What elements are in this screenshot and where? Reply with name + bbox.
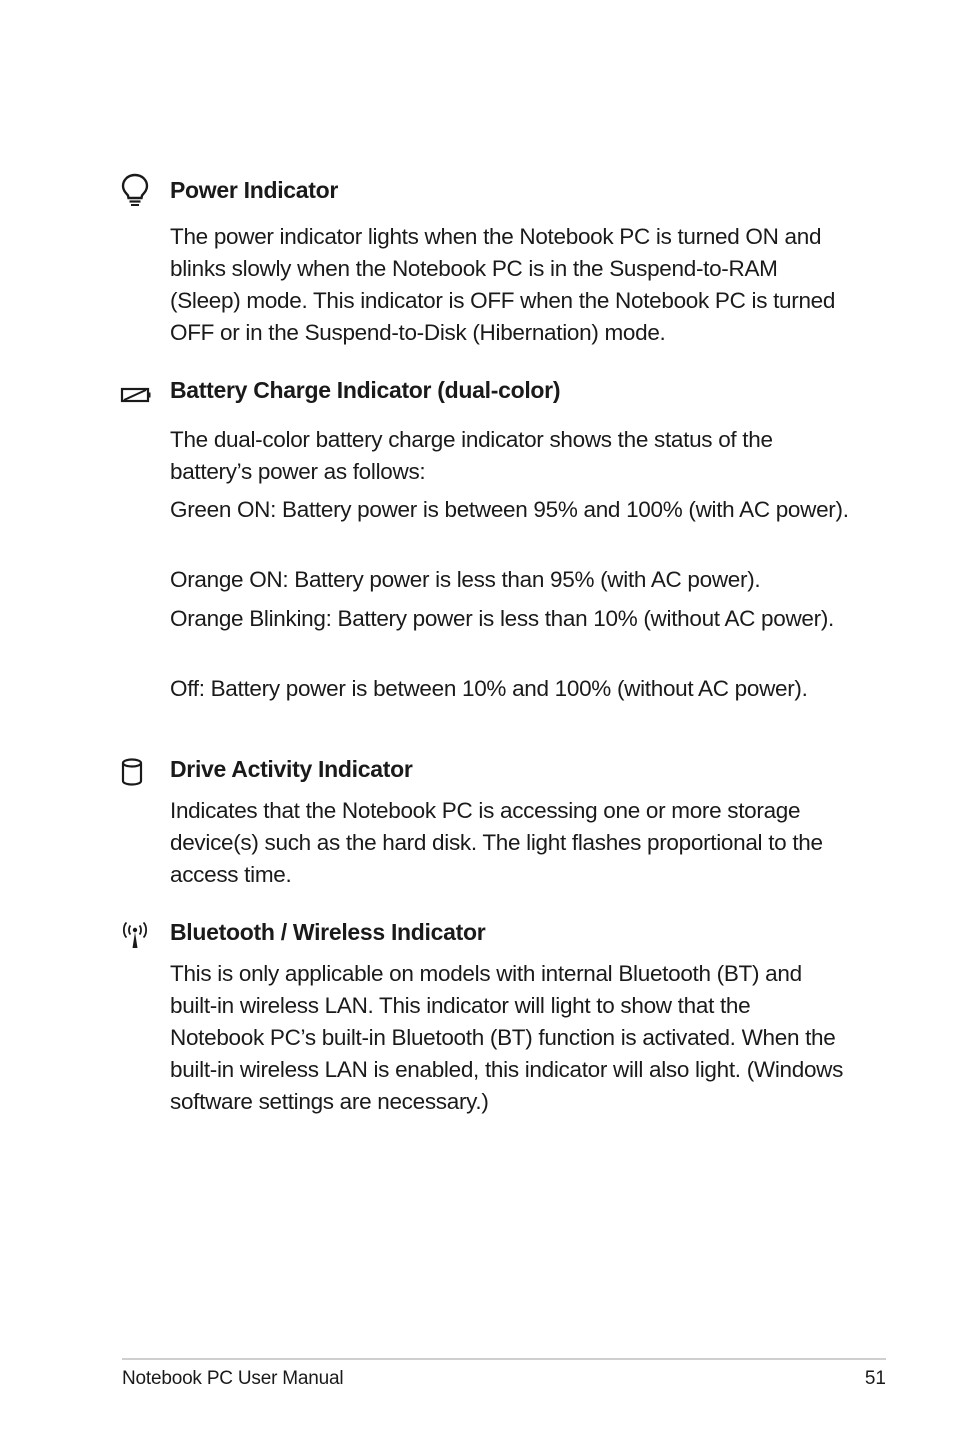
heading-drive-activity-indicator: Drive Activity Indicator — [170, 756, 413, 782]
drive-activity-description: Indicates that the Notebook PC is accessing one or more storage device(s) such as the hard disk. The light flashes proportional to the access time. — [170, 798, 823, 887]
battery-off-text: Off: Battery power is between 10% and 100% (without AC power). — [170, 676, 808, 701]
drive-cylinder-icon — [118, 756, 152, 790]
heading-power-indicator: Power Indicator — [170, 177, 339, 203]
footer-divider — [122, 1358, 886, 1360]
footer-page-number: 51 — [864, 1368, 886, 1389]
battery-intro-text: The dual-color battery charge indicator shows the status of the battery’s power as follows: — [170, 427, 773, 484]
battery-orange-on-text: Orange ON: Battery power is less than 95% (with AC power). — [170, 567, 761, 592]
lightbulb-icon — [118, 172, 152, 206]
wireless-antenna-icon — [118, 918, 152, 952]
battery-icon — [118, 378, 152, 412]
heading-battery-charge-indicator: Battery Charge Indicator (dual-color) — [170, 377, 561, 403]
battery-orange-blinking-text: Orange Blinking: Battery power is less than 10% (without AC power). — [170, 606, 834, 631]
footer-manual-title: Notebook PC User Manual — [122, 1368, 344, 1389]
heading-bluetooth-wireless-indicator: Bluetooth / Wireless Indicator — [170, 919, 486, 945]
bluetooth-wireless-description: This is only applicable on models with internal Bluetooth (BT) and built-in wireless LAN. This indicator will light to show that the Notebook PC’s built-in Bluetooth (BT) function is activated. When the built-in wireless LAN is enabled, this indicator will also light. (Windows software settings are necessary.) — [170, 961, 844, 1114]
power-indicator-description: The power indicator lights when the Notebook PC is turned ON and blinks slowly when the Notebook PC is in the Suspend-to-RAM (Sleep) mode. This indicator is OFF when the Notebook PC is turned OFF or in the Suspend-to-Disk (Hibernation) mode. — [170, 224, 836, 345]
battery-green-on-text: Green ON: Battery power is between 95% and 100% (with AC power). — [170, 497, 849, 522]
